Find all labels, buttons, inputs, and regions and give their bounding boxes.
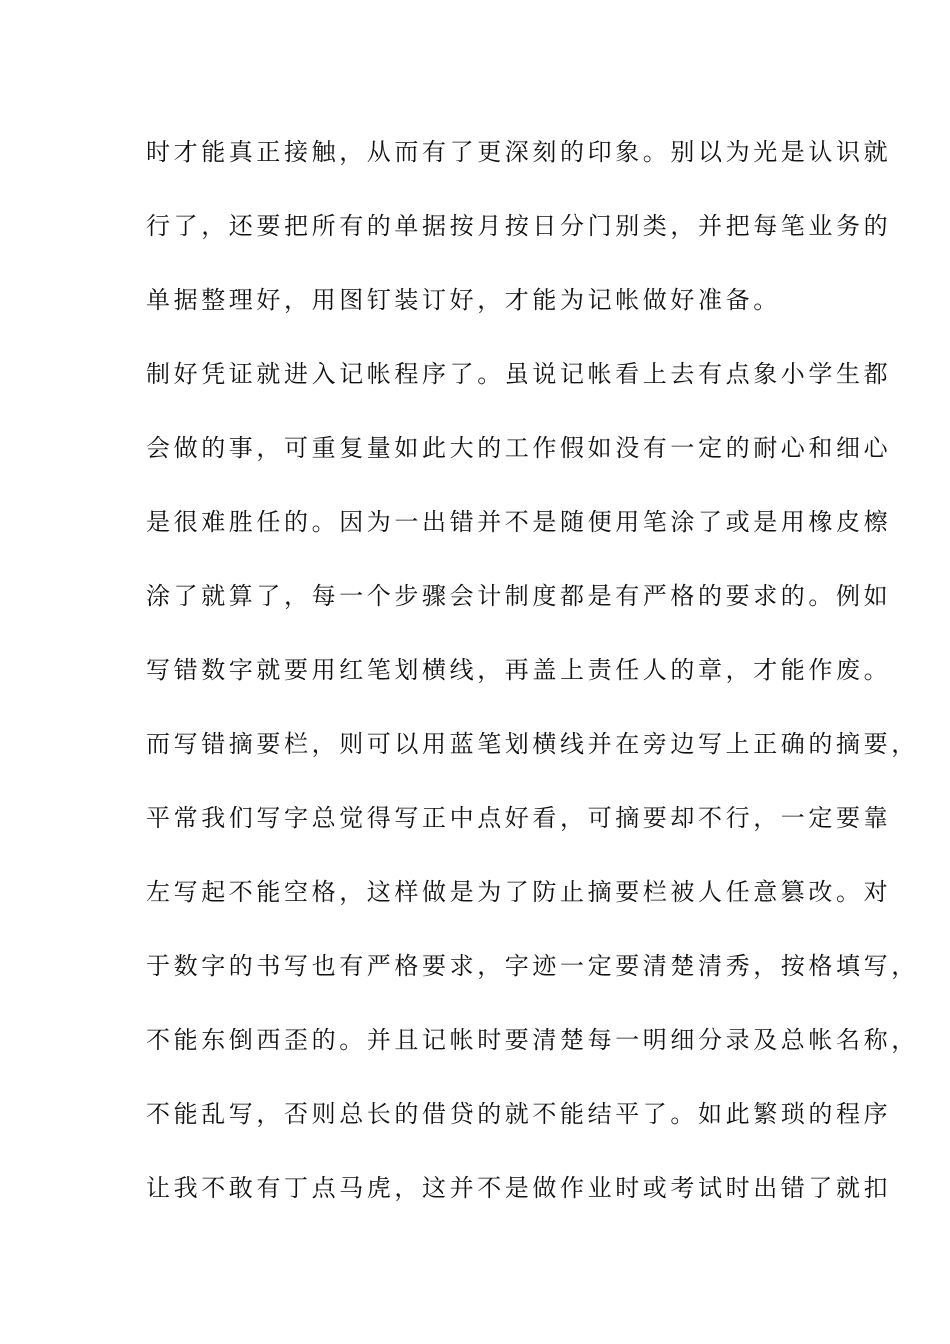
body-text — [146, 130, 919, 1240]
text-line: 涂了就算了，每一个步骤会计制度都是有严格的要求的。例如 — [146, 582, 892, 610]
text-line: 而写错摘要栏，则可以用蓝笔划横线并在旁边写上正确的摘要， — [146, 730, 919, 758]
text-line: 让我不敢有丁点马虎，这并不是做作业时或考试时出错了就扣 — [146, 1174, 892, 1202]
text-line: 是很难胜任的。因为一出错并不是随便用笔涂了或是用橡皮檫 — [146, 508, 892, 536]
text-line: 于数字的书写也有严格要求，字迹一定要清楚清秀，按格填写， — [146, 952, 919, 980]
text-line: 左写起不能空格，这样做是为了防止摘要栏被人任意篡改。对 — [146, 878, 892, 906]
text-line: 会做的事，可重复量如此大的工作假如没有一定的耐心和细心 — [146, 434, 892, 462]
text-line: 平常我们写字总觉得写正中点好看，可摘要却不行，一定要靠 — [146, 804, 892, 832]
text-line: 制好凭证就进入记帐程序了。虽说记帐看上去有点象小学生都 — [146, 360, 892, 388]
text-line: 时才能真正接触，从而有了更深刻的印象。别以为光是认识就 — [146, 138, 892, 166]
text-line: 不能东倒西歪的。并且记帐时要清楚每一明细分录及总帐名称， — [146, 1026, 919, 1054]
text-line: 不能乱写，否则总长的借贷的就不能结平了。如此繁琐的程序 — [146, 1100, 892, 1128]
text-line: 写错数字就要用红笔划横线，再盖上责任人的章，才能作废。 — [146, 656, 892, 684]
text-line: 单据整理好，用图钉装订好，才能为记帐做好准备。 — [146, 286, 781, 314]
text-line: 行了，还要把所有的单据按月按日分门别类，并把每笔业务的 — [146, 212, 892, 240]
